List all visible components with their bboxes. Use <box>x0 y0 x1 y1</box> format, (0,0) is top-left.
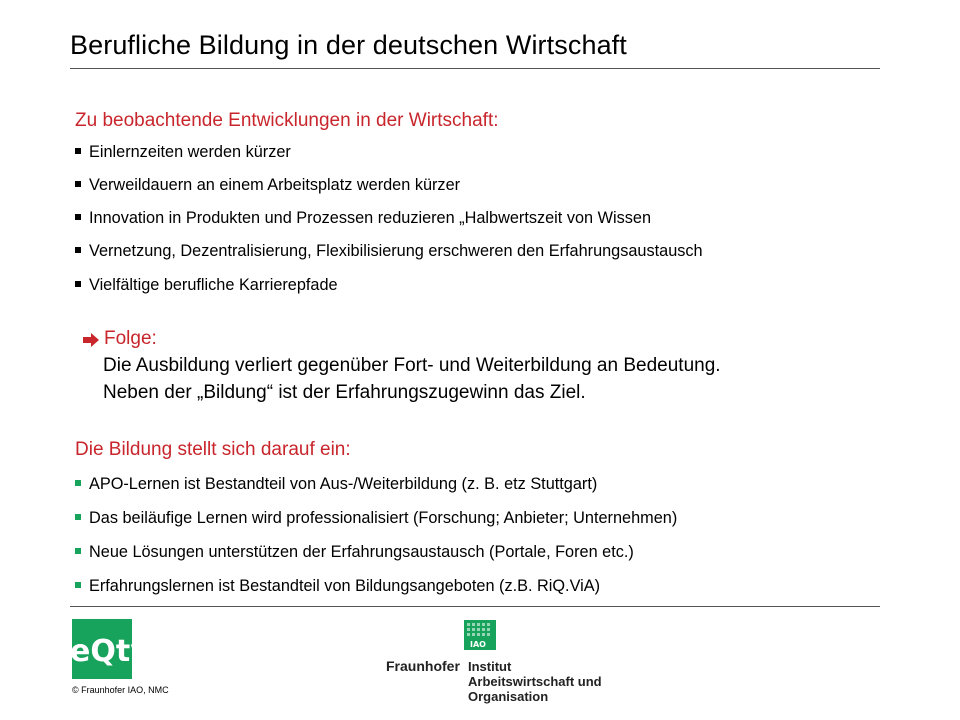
list-item: Vernetzung, Dezentralisierung, Flexibilisierung erschweren den Erfahrungsaustausch <box>75 242 703 261</box>
list-item: Vielfältige berufliche Karrierepfade <box>75 276 338 295</box>
bottom-divider <box>70 606 880 607</box>
institute-name <box>468 659 602 704</box>
folge-label: Folge: <box>104 328 157 349</box>
iao-logo <box>464 620 496 650</box>
bullet-icon <box>75 148 81 154</box>
list-item: APO-Lernen ist Bestandteil von Aus-/Weiterbildung (z. B. etz Stuttgart) <box>75 475 597 494</box>
top-divider <box>70 68 880 69</box>
list-item: Erfahrungslernen ist Bestandteil von Bildungsangeboten (z.B. RiQ.ViA) <box>75 577 600 596</box>
iao-logo-label: IAO <box>470 640 486 649</box>
bullet-icon <box>75 247 81 253</box>
folge-line-2: Neben der „Bildung“ ist der Erfahrungszugewinn das Ziel. <box>103 382 586 403</box>
institute-line-1: Institut <box>468 659 512 674</box>
arrow-right-icon <box>82 329 100 345</box>
folge-block <box>82 325 721 406</box>
eqtv-logo-text: eQtv <box>70 634 150 669</box>
bullet-icon <box>75 582 81 588</box>
bullet-icon <box>75 214 81 220</box>
bullet-icon <box>75 548 81 554</box>
institute-line-2: Arbeitswirtschaft und <box>468 674 602 689</box>
eqtv-logo <box>70 619 150 679</box>
page-title: Berufliche Bildung in der deutschen Wirtschaft <box>70 30 627 60</box>
copyright-text: © Fraunhofer IAO, NMC <box>72 685 169 695</box>
list-item: Verweildauern an einem Arbeitsplatz werden kürzer <box>75 176 460 195</box>
bullet-icon <box>75 480 81 486</box>
bullet-icon <box>75 281 81 287</box>
institute-line-3: Organisation <box>468 689 549 704</box>
fraunhofer-wordmark: Fraunhofer <box>386 658 460 674</box>
list-item: Innovation in Produkten und Prozessen reduzieren „Halbwertszeit von Wissen <box>75 209 651 228</box>
list-item: Das beiläufige Lernen wird professionalisiert (Forschung; Anbieter; Unternehmen) <box>75 509 677 528</box>
section1-heading: Zu beobachtende Entwicklungen in der Wirtschaft: <box>75 110 499 131</box>
list-item: Neue Lösungen unterstützen der Erfahrungsaustausch (Portale, Foren etc.) <box>75 543 634 562</box>
section2-heading: Die Bildung stellt sich darauf ein: <box>75 439 351 460</box>
folge-line-1: Die Ausbildung verliert gegenüber Fort- und Weiterbildung an Bedeutung. <box>103 355 721 376</box>
bullet-icon <box>75 514 81 520</box>
bullet-icon <box>75 181 81 187</box>
list-item: Einlernzeiten werden kürzer <box>75 143 291 162</box>
